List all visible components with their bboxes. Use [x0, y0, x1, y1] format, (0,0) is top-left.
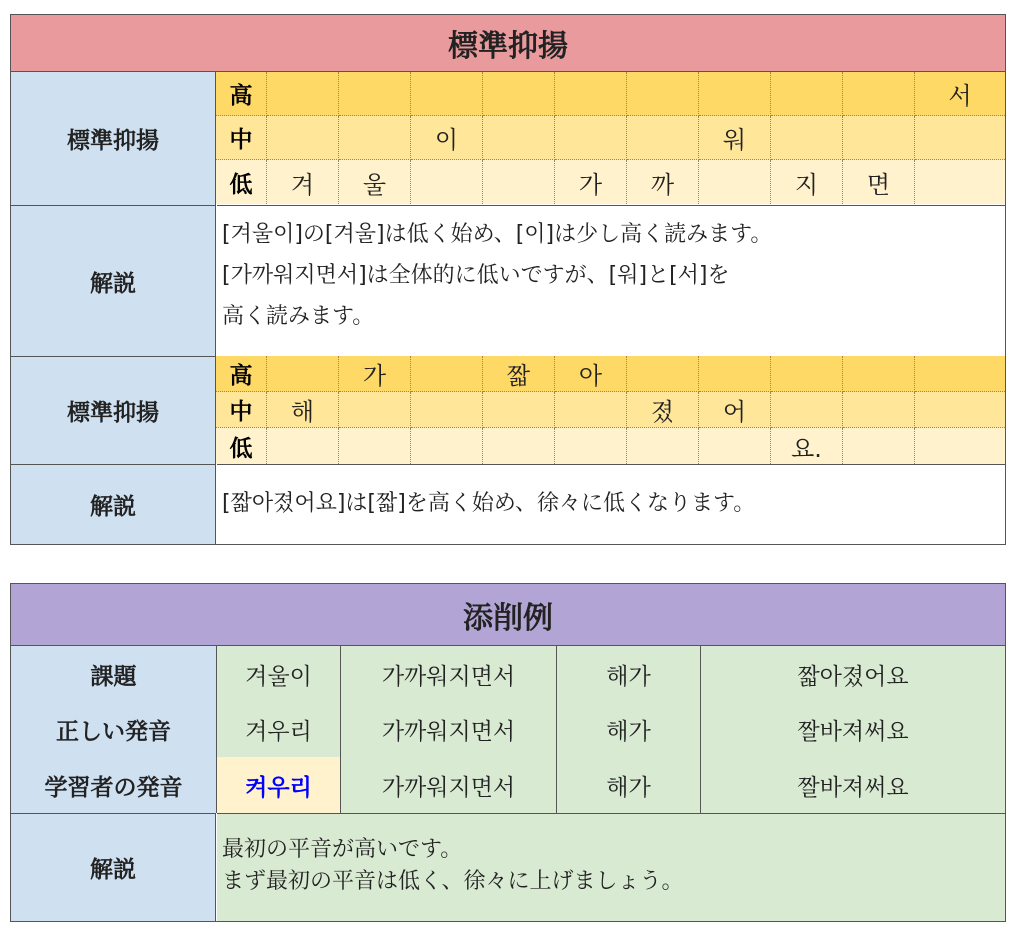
pitch-cell: [267, 356, 339, 392]
correction-cell: 가까워지면서: [341, 702, 557, 757]
pitch-cell: [915, 356, 1005, 392]
pitch-cell: [411, 356, 483, 392]
row-label: 標準抑揚: [11, 72, 216, 205]
pitch-cell: 지: [771, 160, 843, 204]
pitch-cell: 가: [339, 356, 411, 392]
pitch-cell: [267, 72, 339, 116]
correction-cell: 가까워지면서: [341, 646, 557, 702]
pitch-level-label: 中: [216, 392, 267, 428]
pitch-cell: [483, 392, 555, 428]
explanation-text: [217, 464, 1005, 544]
pitch-cell: 워: [699, 116, 771, 160]
pitch-cell: [339, 116, 411, 160]
pitch-cell: 아: [555, 356, 627, 392]
pitch-cell: [267, 428, 339, 464]
pitch-level-label: 高: [216, 72, 267, 116]
explanation-text: [217, 205, 1005, 356]
explanation-line: 高く読みます。: [222, 304, 375, 329]
pitch-cell: [771, 392, 843, 428]
pitch-cell: [411, 392, 483, 428]
section-title: 添削例: [11, 584, 1005, 646]
correction-cell: 해가: [557, 646, 701, 702]
pitch-cell: [483, 72, 555, 116]
pitch-cell: [915, 392, 1005, 428]
pitch-cell: [771, 72, 843, 116]
pitch-cell: 짧: [483, 356, 555, 392]
pitch-cell: 졌: [627, 392, 699, 428]
pitch-cell: 까: [627, 160, 699, 204]
pitch-cell: [339, 392, 411, 428]
correction-cell: 가까워지면서: [341, 757, 557, 813]
pitch-cell: [411, 160, 483, 204]
pitch-cell: [843, 116, 915, 160]
pitch-cell: [843, 392, 915, 428]
pitch-cell: [555, 428, 627, 464]
pitch-cell: [843, 356, 915, 392]
pitch-cell: 가: [555, 160, 627, 204]
pitch-cell: [483, 116, 555, 160]
pitch-cell: 겨: [267, 160, 339, 204]
correction-cell: 짤바져써요: [701, 702, 1005, 757]
pitch-cell: [915, 160, 1005, 204]
correction-cell: 짤바져써요: [701, 757, 1005, 813]
pitch-cell: [699, 428, 771, 464]
explanation-line: [겨울이]の[겨울]は低く始め、[이]は少し高く読みます。: [222, 222, 773, 247]
pitch-cell: [555, 392, 627, 428]
pitch-cell: [627, 116, 699, 160]
pitch-level-label: 低: [216, 428, 267, 464]
pitch-cell: [339, 428, 411, 464]
pitch-level-label: 高: [216, 356, 267, 392]
pitch-level-label: 低: [216, 160, 267, 204]
pitch-cell: [555, 116, 627, 160]
explanation-line: [짧아졌어요]は[짧]を高く始め、徐々に低くなります。: [222, 491, 756, 516]
pitch-cell: [915, 116, 1005, 160]
pitch-cell: [699, 72, 771, 116]
correction-cell: 겨울이: [217, 646, 341, 702]
pitch-cell: [771, 356, 843, 392]
correction-cell: 해가: [557, 757, 701, 813]
row-label: 解説: [11, 205, 216, 356]
pitch-cell: 어: [699, 392, 771, 428]
pitch-cell: 요.: [771, 428, 843, 464]
pitch-cell: [483, 428, 555, 464]
explanation-text: [217, 813, 1005, 921]
pitch-cell: 울: [339, 160, 411, 204]
row-label: 標準抑揚: [11, 356, 216, 464]
explanation-line: 最初の平音が高いです。: [222, 837, 463, 862]
pitch-cell: [699, 356, 771, 392]
pitch-cell: [555, 72, 627, 116]
correction-cell: 겨우리: [217, 702, 341, 757]
correction-example-box: [10, 583, 1006, 922]
pitch-cell: [267, 116, 339, 160]
pitch-cell: [843, 428, 915, 464]
pitch-cell: 이: [411, 116, 483, 160]
row-label: 正しい発音: [11, 702, 217, 757]
pitch-cell: 서: [915, 72, 1005, 116]
pitch-cell: [699, 160, 771, 204]
row-label: 解説: [11, 813, 216, 921]
section-title: 標準抑揚: [11, 15, 1005, 72]
row-label: 学習者の発音: [11, 757, 217, 813]
correction-cell: 짧아졌어요: [701, 646, 1005, 702]
row-label: 解説: [11, 464, 216, 544]
explanation-line: まず最初の平音は低く、徐々に上げましょう。: [222, 869, 684, 894]
pitch-level-label: 中: [216, 116, 267, 160]
pitch-cell: 면: [843, 160, 915, 204]
pitch-cell: [843, 72, 915, 116]
pitch-cell: [483, 160, 555, 204]
explanation-line: [가까워지면서]は全体的に低いですが、[워]と[서]を: [222, 263, 730, 288]
row-label: 課題: [11, 646, 217, 702]
pitch-cell: [411, 72, 483, 116]
correction-cell: 해가: [557, 702, 701, 757]
pitch-cell: [915, 428, 1005, 464]
pitch-cell: [627, 356, 699, 392]
pitch-cell: [411, 428, 483, 464]
standard-intonation-box: [10, 14, 1006, 545]
pitch-cell: [627, 428, 699, 464]
pitch-cell: [771, 116, 843, 160]
pitch-cell: [339, 72, 411, 116]
correction-cell: 켜우리: [217, 757, 341, 813]
pitch-cell: 해: [267, 392, 339, 428]
pitch-cell: [627, 72, 699, 116]
